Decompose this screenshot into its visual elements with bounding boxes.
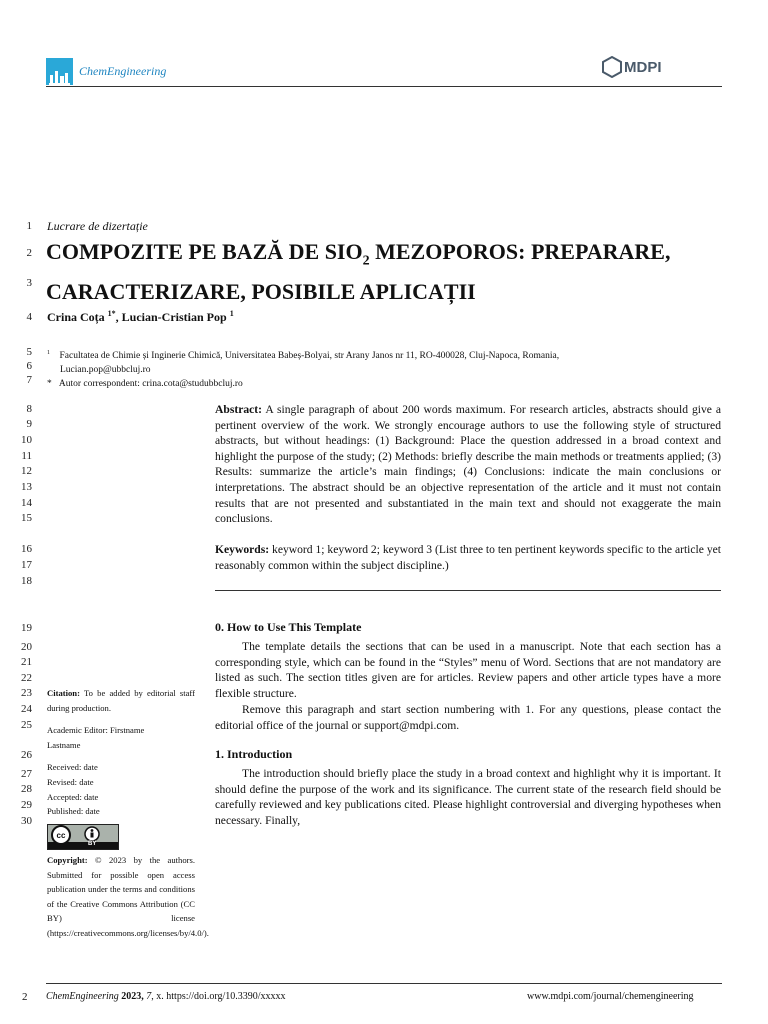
affiliation-mark: 1 <box>47 350 50 356</box>
footer-doi: , x. https://doi.org/10.3390/xxxxx <box>151 991 286 1002</box>
abstract-divider <box>215 590 721 591</box>
article-title <box>46 236 736 307</box>
published-date: Published: date <box>47 806 100 816</box>
title-text: MEZOPOROS: PREPARARE, CARACTERIZARE, POSIBILE APLICAȚII <box>46 239 671 305</box>
line-number: 6 <box>26 360 32 372</box>
line-number: 30 <box>21 815 32 827</box>
line-number: 25 <box>21 719 32 731</box>
line-number: 2 <box>26 247 32 259</box>
citation-text: To be added by editorial staff during production. <box>47 688 195 713</box>
footer-divider <box>46 983 722 984</box>
header-divider <box>46 86 722 87</box>
affiliation-email: Lucian.pop@ubbcluj.ro <box>60 365 151 376</box>
cc-license-icon <box>48 825 118 849</box>
citation-label: Citation: <box>47 688 80 698</box>
line-number: 13 <box>21 481 32 493</box>
copyright-text: © 2023 by the authors. Submitted for possible open access publication under the terms and conditions of the Creative Commons Attribution (CC BY) license (https://creativecommons.org/licenses/by/4.0/). <box>47 855 209 938</box>
paragraph: Remove this paragraph and start section numbering with 1. For any questions, please contact the editorial office of the journal or support@mdpi.com. <box>215 703 721 732</box>
title-subscript: 2 <box>362 253 370 269</box>
corresponding-text: Autor correspondent: crina.cota@studubbcluj.ro <box>58 379 243 390</box>
section-heading: 1. Introduction <box>215 747 293 761</box>
abstract-text: A single paragraph of about 200 words maximum. For research articles, abstracts should give a pertinent overview of the work. We strongly encourage authors to use the following style of structured abstracts, but without headings: (1) Background: Place the question addressed in a broad context and highlight the purpose of the study; (2) Methods: briefly describe the main methods or treatments applied; (3) Results: summarize the article’s main findings; (4) Conclusions: indicate the main conclusions or interpretations. The abstract should be an objective representation of the article and it must not contain results that are not presented and substantiated in the main text and should not exaggerate the main conclusions. <box>215 403 721 526</box>
chemengineering-logo-icon <box>46 58 73 85</box>
author-separator: , <box>115 310 122 324</box>
publisher-name: MDPI <box>624 58 662 76</box>
copyright-note <box>47 853 209 940</box>
line-number: 7 <box>26 374 32 386</box>
line-number: 15 <box>21 512 32 524</box>
line-number: 18 <box>21 575 32 587</box>
cc-by-badge <box>47 824 119 850</box>
author-affiliation-mark: 1* <box>107 309 116 318</box>
affiliations <box>47 346 687 391</box>
author-name: Crina Coța <box>47 310 105 324</box>
line-number: 29 <box>21 799 32 811</box>
mdpi-logo-icon <box>602 56 622 78</box>
line-number: 16 <box>21 543 32 555</box>
paragraph: The introduction should briefly place the study in a broad context and highlight why it is important. It should define the purpose of the work and its significance. The current state of the research field should be carefully reviewed and key publications cited. Please highlight controversial and diverging hypotheses when necessary. Finally, <box>215 767 721 827</box>
line-number: 10 <box>21 434 32 446</box>
keywords <box>215 542 721 573</box>
article-type: Lucrare de dizertație <box>47 219 148 233</box>
footer-journal-url: www.mdpi.com/journal/chemengineering <box>527 991 694 1002</box>
received-date: Received: date <box>47 762 98 772</box>
affiliation-text: Facultatea de Chimie și Inginerie Chimică, Universitatea Babeș-Bolyai, str Arany Janos nr 11, RO-400028, Cluj-Napoca, Romania, <box>59 351 560 362</box>
line-number: 4 <box>26 311 32 323</box>
abstract-label: Abstract: <box>215 403 263 416</box>
line-number: 11 <box>21 450 32 462</box>
line-number: 3 <box>26 277 32 289</box>
affiliation-line <box>47 346 687 363</box>
line-number: 24 <box>21 703 32 715</box>
section-heading: 0. How to Use This Template <box>215 620 362 634</box>
cc-by-label: BY <box>88 841 97 847</box>
keywords-label: Keywords: <box>215 543 270 556</box>
footer-year: 2023, <box>118 991 147 1002</box>
page-number: 2 <box>22 991 28 1003</box>
title-text: COMPOZITE PE BAZĂ DE SIO <box>46 239 363 264</box>
academic-editor: Academic Editor: Firstname Lastname <box>47 725 145 750</box>
line-number: 23 <box>21 687 32 699</box>
copyright-label: Copyright: <box>47 855 88 865</box>
line-number: 17 <box>21 559 32 571</box>
line-number: 12 <box>21 465 32 477</box>
svg-text:cc: cc <box>56 831 66 840</box>
line-number: 28 <box>21 783 32 795</box>
line-number: 19 <box>21 622 32 634</box>
author-name: Lucian-Cristian Pop <box>121 310 227 324</box>
footer-citation <box>46 991 286 1002</box>
author-affiliation-mark: 1 <box>229 309 234 318</box>
line-number: 8 <box>26 403 32 415</box>
paragraph: The template details the sections that can be used in a manuscript. Note that each section has a corresponding style, which can be found in the “Styles” menu of Word. Sections that are not mandatory are listed as such. The section titles given are for articles. Review papers and other article types have a more flexible structure. <box>215 640 721 700</box>
corresponding-mark: * <box>47 379 52 390</box>
publisher-logo <box>602 56 662 78</box>
line-number: 20 <box>21 641 32 653</box>
line-number: 14 <box>21 497 32 509</box>
line-number: 26 <box>21 749 32 761</box>
keywords-text: keyword 1; keyword 2; keyword 3 (List three to ten pertinent keywords specific to the article yet reasonably common within the subject discipline.) <box>215 543 721 572</box>
citation-note <box>47 686 195 715</box>
revised-date: Revised: date <box>47 777 94 787</box>
abstract <box>215 402 721 527</box>
line-number: 5 <box>26 346 32 358</box>
journal-name: ChemEngineering <box>79 64 167 78</box>
line-number: 9 <box>26 418 32 430</box>
line-number: 27 <box>21 768 32 780</box>
line-number: 21 <box>21 656 32 668</box>
journal-brand <box>46 58 166 85</box>
footer-journal: ChemEngineering <box>46 991 119 1002</box>
line-number: 1 <box>26 220 32 232</box>
author-list <box>47 309 234 325</box>
accepted-date: Accepted: date <box>47 792 99 802</box>
line-number: 22 <box>21 672 32 684</box>
footer-volume: 7 <box>146 991 152 1002</box>
corresponding-line <box>47 377 687 391</box>
